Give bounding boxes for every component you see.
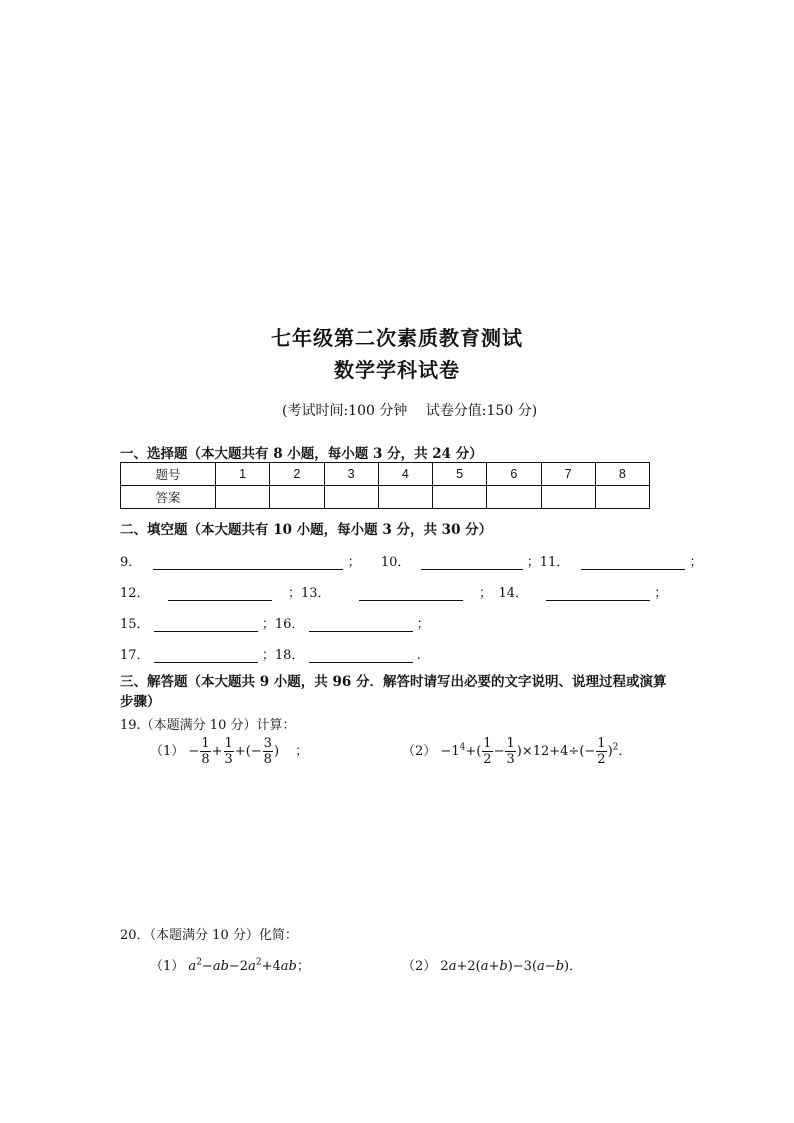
table-row [121,463,650,486]
answer-cell[interactable] [270,486,324,509]
q12-label: 12． [120,586,150,601]
exam-title-line2: 数学学科试卷 [334,358,460,382]
q18-label: ；18． [261,648,305,663]
q16-blank[interactable] [309,617,413,632]
q19-part1-expression: − $\frac{1}{8}$ + $\frac{1}{3}$ +(− $\frac{3}{8}$ ) [188,736,280,767]
q9-blank[interactable] [153,555,343,570]
section2-heading: 二、填空题（本大题共有 10 小题，每小题 3 分，共 30 分） [120,522,493,538]
fill-blank-row-1 [120,551,703,570]
q14-semicolon: ； [654,586,668,601]
q19-part2-expression: $-1^4+$( $\frac{1}{2}$ − $\frac{1}{3}$ )×12+4÷(− $\frac{1}{2}$ )$^2$． [440,736,632,767]
table-cell: 3 [324,463,378,486]
fill-blank-row-2 [120,582,667,601]
q13-label: ；13． [287,586,331,601]
answer-cell[interactable] [595,486,649,509]
table-cell: 7 [541,463,595,486]
q14-blank[interactable] [546,586,650,601]
table-header-cell: 答案 [121,486,216,509]
q19-part1: （1） − $\frac{1}{8}$ + $\frac{1}{3}$ +(− $\frac{3}{8}$ ) ； [150,736,309,767]
q20-part1 [150,955,310,974]
answer-table [120,462,650,509]
answer-cell[interactable] [487,486,541,509]
q11-semicolon: ； [689,555,703,570]
q15-label: 15． [120,617,150,632]
q10-blank[interactable] [421,555,523,570]
table-cell: 1 [216,463,270,486]
table-row [121,486,650,509]
q19-part2 [402,736,631,767]
table-cell: 8 [595,463,649,486]
fill-blank-row-4 [120,644,421,663]
q16-label: ；16． [261,617,305,632]
q17-label: 17． [120,648,150,663]
section1-heading: 一、选择题（本大题共有 8 小题，每小题 3 分，共 24 分） [120,446,483,462]
section3-heading-line1: 三、解答题（本大题共 9 小题，共 96 分．解答时请写出必要的文字说明、说理过程或演算 [120,674,667,690]
table-cell: 6 [487,463,541,486]
q17-blank[interactable] [154,648,258,663]
q20-part2-expression: 2a+2(a+b)−3(a−b)． [440,959,583,974]
q19-part1-label: （1） [150,744,185,759]
q15-blank[interactable] [154,617,258,632]
q19-part2-label: （2） [402,744,437,759]
table-cell: 5 [433,463,487,486]
exam-info: (考试时间:100 分钟 试卷分值:150 分) [282,403,538,419]
table-cell: 2 [270,463,324,486]
q11-blank[interactable] [581,555,685,570]
q14-label: ； 14． [478,586,528,601]
section3-heading-line2: 步骤） [120,694,161,710]
q12-blank[interactable] [168,586,272,601]
answer-cell[interactable] [378,486,432,509]
q18-blank[interactable] [309,648,413,663]
q19-intro: 19.（本题满分 10 分）计算： [120,718,296,733]
answer-cell[interactable] [433,486,487,509]
q20-intro: 20．（本题满分 10 分）化简： [120,928,298,943]
answer-cell[interactable] [324,486,378,509]
q11-label: ；11． [526,555,570,570]
table-cell: 4 [378,463,432,486]
table-header-cell: 题号 [121,463,216,486]
q10-label: 10． [380,555,411,570]
answer-cell[interactable] [541,486,595,509]
answer-cell[interactable] [216,486,270,509]
q18-period: . [416,648,421,663]
q9-label: 9． [120,555,142,570]
q9-semicolon: ； [347,555,361,570]
q20-part2-label: （2） [402,959,437,974]
fill-blank-row-3 [120,613,430,632]
q16-semicolon: ； [416,617,430,632]
q20-part2 [402,955,582,974]
q20-part1-label: （1） [150,959,185,974]
q13-blank[interactable] [359,586,463,601]
exam-title-line1: 七年级第二次素质教育测试 [271,326,523,350]
q20-part1-expression: $a^2-ab-2a^2+4ab$； [188,957,310,974]
